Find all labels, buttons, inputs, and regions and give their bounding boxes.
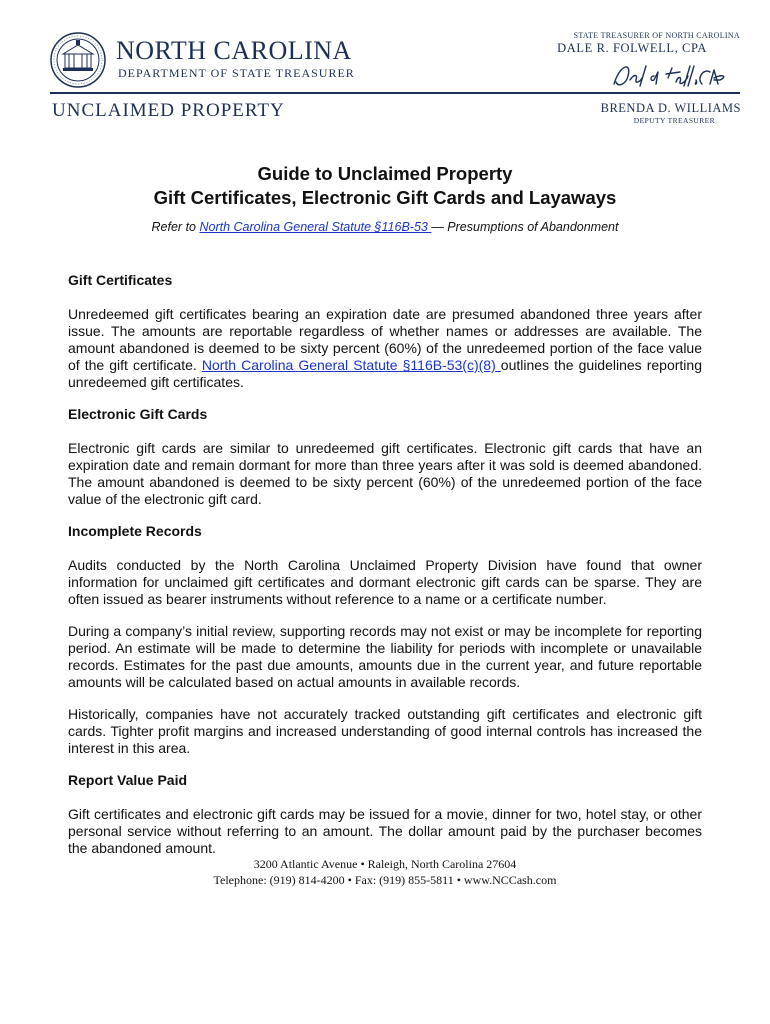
org-department: DEPARTMENT OF STATE TREASURER <box>118 66 355 80</box>
refer-suffix: — Presumptions of Abandonment <box>431 220 619 234</box>
org-name: NORTH CAROLINA <box>116 36 352 65</box>
gift-certificates-paragraph <box>68 306 702 391</box>
document-title <box>0 162 770 210</box>
title-line-2: Gift Certificates, Electronic Gift Cards and Layaways <box>153 187 617 208</box>
section-heading-incomplete-records: Incomplete Records <box>68 523 202 539</box>
footer <box>0 856 770 888</box>
treasurer-label: STATE TREASURER OF NORTH CAROLINA <box>573 31 740 40</box>
treasurer-signature <box>610 58 732 92</box>
statute-reference <box>0 220 770 234</box>
report-value-paid-paragraph: Gift certificates and electronic gift cards may be issued for a movie, dinner for two, hotel stay, or other personal service without referring to an amount. The dollar amount paid by the purchaser becomes the abandoned amount. <box>68 806 702 856</box>
section-heading-report-value-paid: Report Value Paid <box>68 772 188 788</box>
section-heading-electronic-gift-cards: Electronic Gift Cards <box>68 406 208 422</box>
gift-certificates-text: Unredeemed gift certificates bearing an expiration date are presumed abandoned three years after issue. The amounts are reportable regardless of whether names or addresses are available. The amount abandoned is deemed to be sixty percent (60%) of the unredeemed portion of the face value of the gift certificate. <box>68 306 702 373</box>
section-heading-gift-certificates: Gift Certificates <box>68 272 173 288</box>
unit-title: UNCLAIMED PROPERTY <box>52 100 285 121</box>
document-body <box>68 272 702 872</box>
state-seal-logo <box>50 32 106 88</box>
statute-116b-53-link[interactable]: North Carolina General Statute §116B-53 <box>199 220 432 234</box>
title-line-1: Guide to Unclaimed Property <box>257 163 513 184</box>
deputy-title: DEPUTY TREASURER <box>633 116 715 125</box>
incomplete-records-paragraph-3: Historically, companies have not accurately tracked outstanding gift certificates and electronic gift cards. Tighter profit margins and increased understanding of good internal controls has increased the interest in this area. <box>68 706 702 756</box>
refer-prefix: Refer to <box>151 220 200 234</box>
statute-116b-53-c-8-link[interactable]: North Carolina General Statute §116B-53(c)(8) <box>201 357 501 373</box>
footer-contact: Telephone: (919) 814-4200 • Fax: (919) 855-5811 • www.NCCash.com <box>213 873 557 887</box>
header-rule <box>50 92 740 94</box>
incomplete-records-paragraph-2: During a company’s initial review, supporting records may not exist or may be incomplete for reporting period. An estimate will be made to determine the liability for periods with incomplete or unavailable records. Estimates for the past due amounts, amounts due in the current year, and future reportable amounts will be calculated based on actual amounts in available records. <box>68 623 702 690</box>
gift-certificates-text-end: outlines the guidelines reporting unredeemed gift certificates. <box>68 357 702 390</box>
footer-address: 3200 Atlantic Avenue • Raleigh, North Carolina 27604 <box>253 857 517 871</box>
deputy-name: BRENDA D. WILLIAMS <box>600 101 741 115</box>
treasurer-name: DALE R. FOLWELL, CPA <box>557 41 707 55</box>
incomplete-records-paragraph-1: Audits conducted by the North Carolina Unclaimed Property Division have found that owner information for unclaimed gift certificates and dormant electronic gift cards can be sparse. They are often issued as bearer instruments without reference to a name or a certificate number. <box>68 557 702 607</box>
electronic-gift-cards-paragraph: Electronic gift cards are similar to unredeemed gift certificates. Electronic gift cards that have an expiration date and remain dormant for more than three years after it was sold is deemed abandoned. The amount abandoned is deemed to be sixty percent (60%) of the unredeemed portion of the face value of the electronic gift card. <box>68 440 702 507</box>
